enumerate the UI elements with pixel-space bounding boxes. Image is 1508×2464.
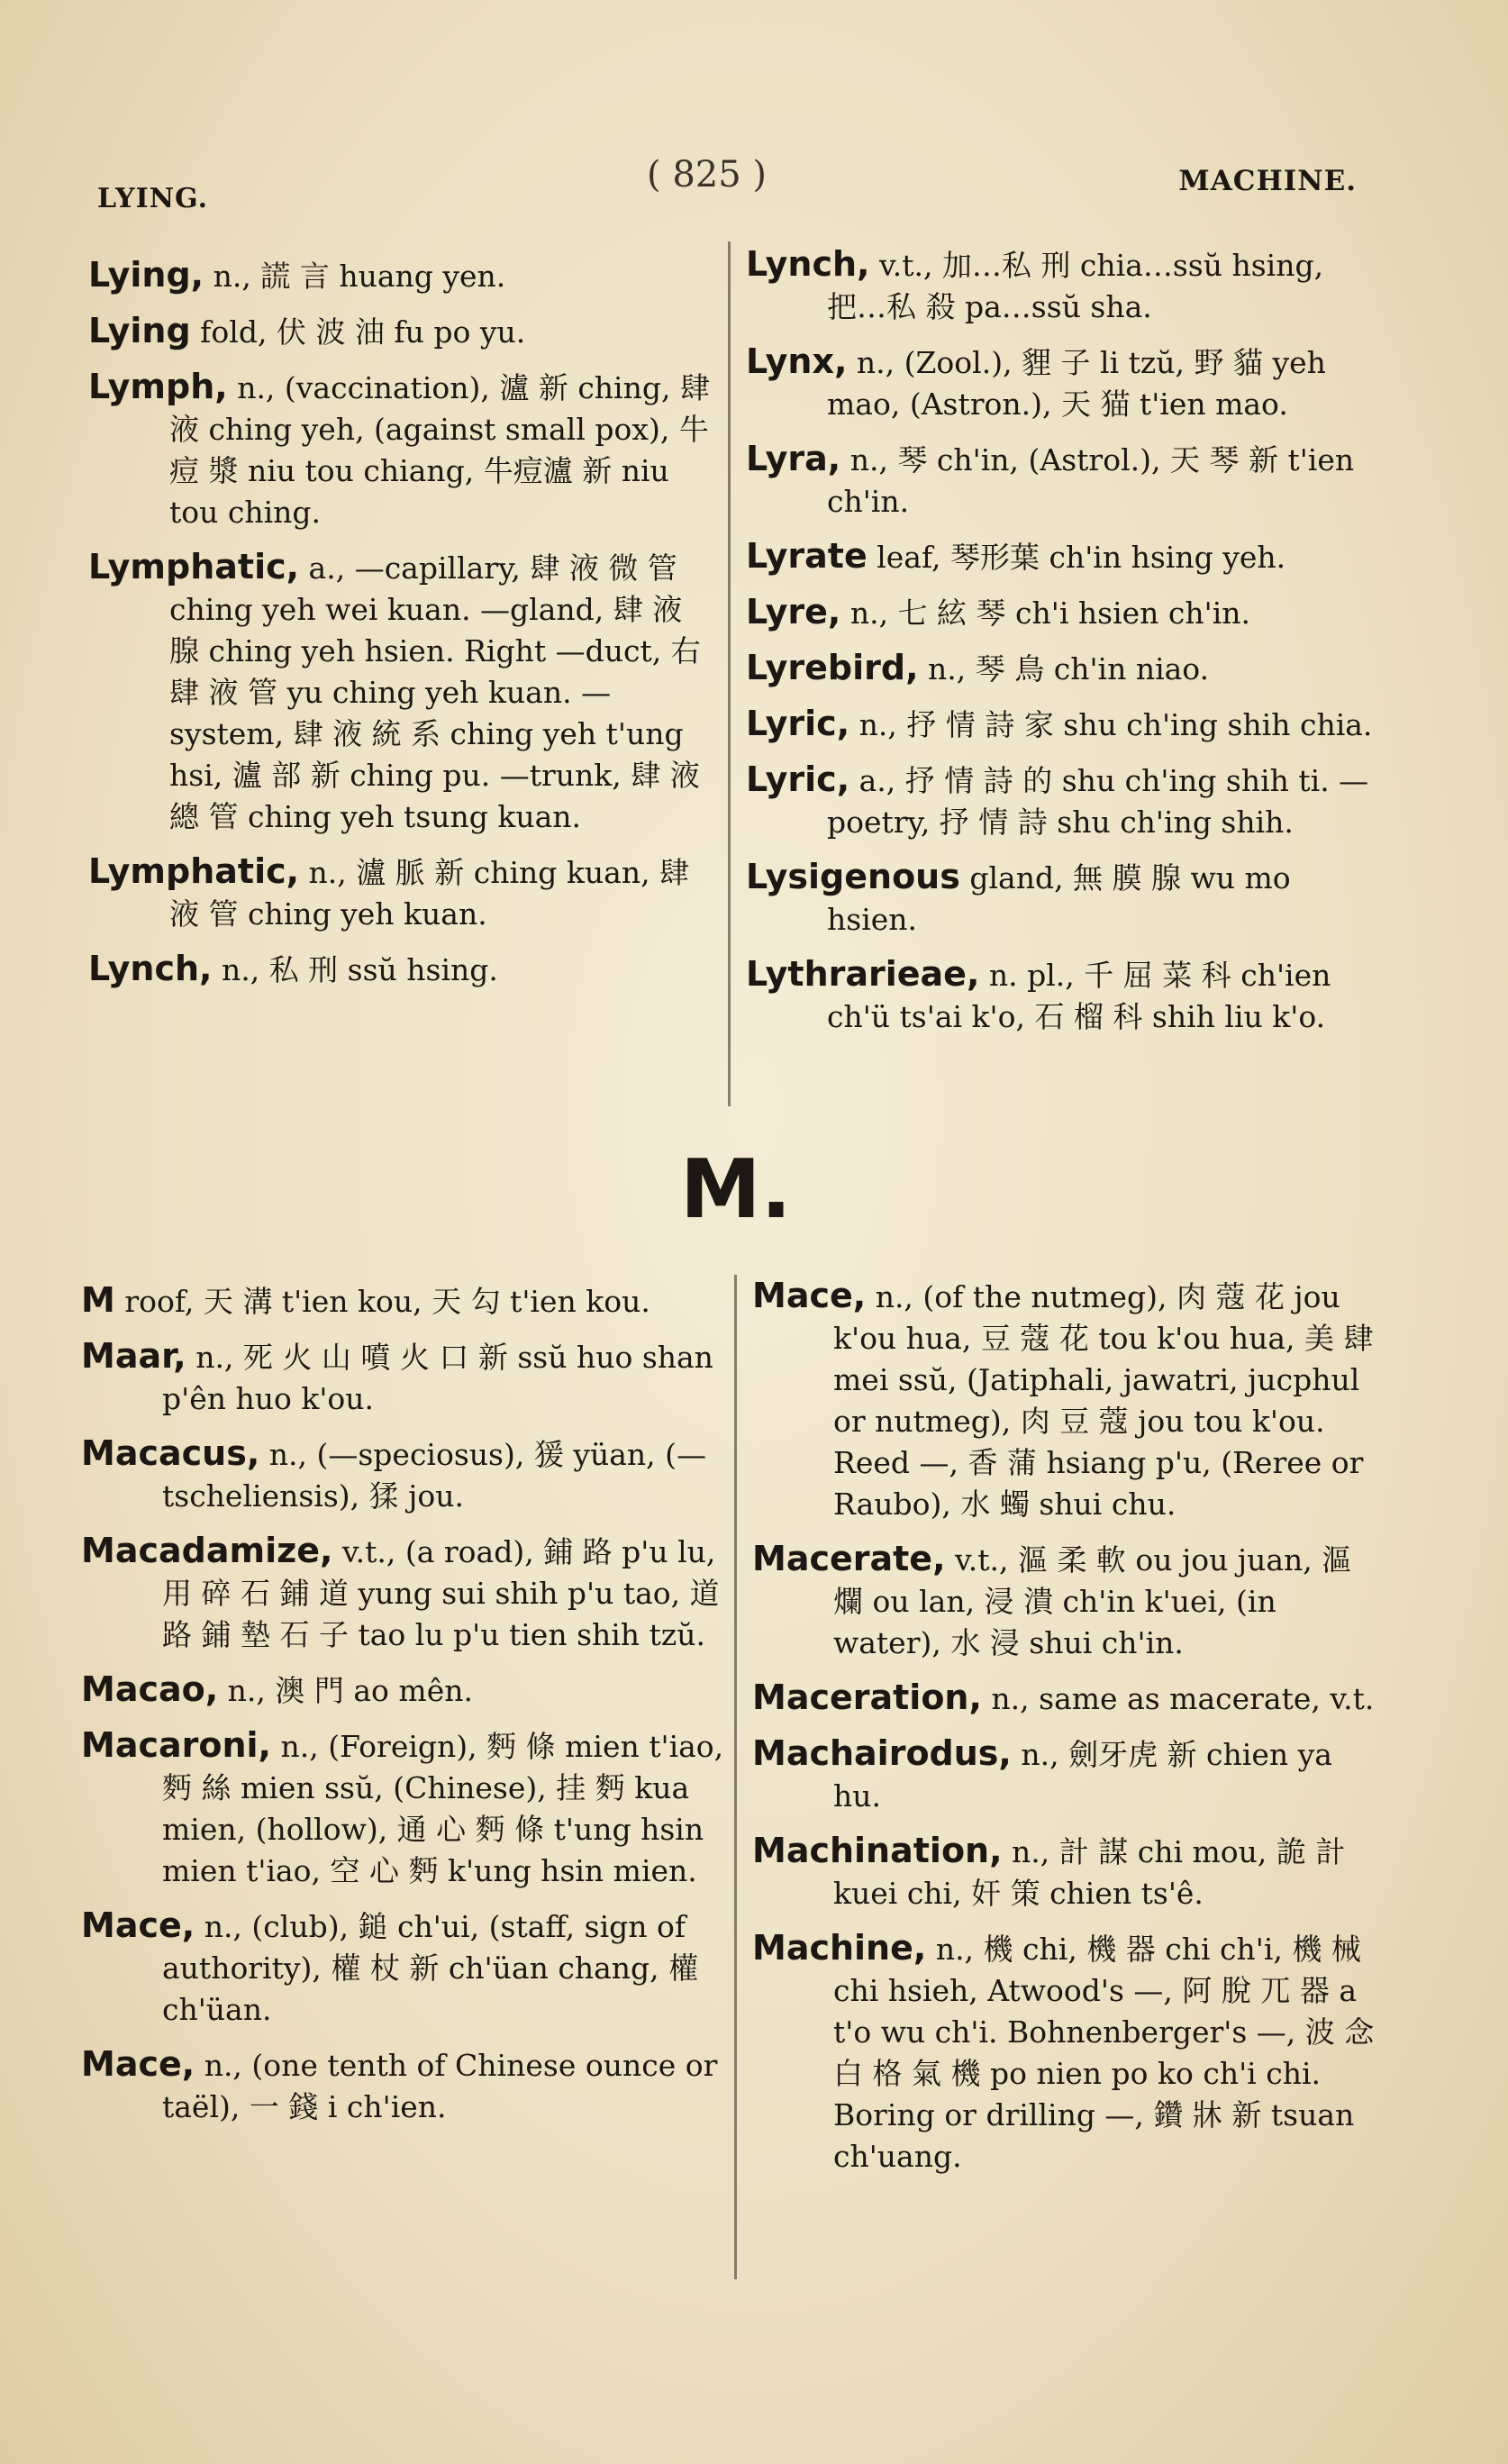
entry-headword: Lyrate [746,536,868,576]
dictionary-entry [752,1275,1383,1525]
running-head-right: MACHINE. [1178,165,1357,197]
dictionary-entry [746,341,1376,425]
dictionary-entry [88,948,719,991]
dictionary-entry [81,1335,725,1420]
dictionary-entry [88,254,719,297]
entry-headword: Lythrarieae, [746,954,980,994]
dictionary-entry [746,856,1376,941]
entry-definition: n., 私 刑 ssŭ hsing. [212,952,498,987]
entry-headword: Mace, [752,1276,867,1315]
entry-headword: Machine, [752,1928,927,1968]
entry-headword: Lying, [88,255,204,295]
entry-headword: Lyric, [746,704,850,743]
entry-headword: Lyra, [746,439,841,478]
dictionary-entry [88,850,719,935]
entry-headword: Machairodus, [752,1733,1012,1773]
dictionary-entry [752,1830,1383,1914]
entry-definition: n., 七 絃 琴 ch'i hsien ch'in. [840,596,1251,631]
dictionary-entry [81,1279,725,1323]
entry-headword: Mace, [81,1905,195,1945]
entry-definition: gland, 無 膜 腺 wu mo hsien. [827,860,1291,937]
dictionary-entry [88,546,719,838]
entry-headword: Maceration, [752,1678,982,1717]
dictionary-entry [746,591,1376,634]
column-bottom-right [752,1275,1383,2190]
dictionary-entry [88,310,719,353]
entry-headword: Lynx, [746,341,848,381]
entry-definition: n., 計 謀 chi mou, 詭 計 kuei chi, 奸 策 chien ts'ê. [833,1834,1346,1911]
entry-headword: Maar, [81,1336,186,1376]
entry-definition: n., same as macerate, v.t. [981,1681,1375,1716]
entry-headword: Machination, [752,1831,1003,1870]
entry-definition: n., 謊 言 huang yen. [204,259,506,294]
entry-definition: n., (vaccination), 瀘 新 ching, 肆 液 ching yeh, (against small pox), 牛 痘 漿 niu tou chiang, 牛痘瀘 新 niu tou ching. [169,370,710,530]
dictionary-entry [752,1538,1383,1664]
entry-definition: a., —capillary, 肆 液 微 管 ching yeh wei kuan. —gland, 肆 液 腺 ching yeh hsien. Right —duct, 右 肆 液 管 yu ching yeh kuan. —system, 肆 液 統 系 ching yeh t'ung hsi, 瀘 部 新 ching pu. —trunk, 肆 液 總 管 ching yeh tsung kuan. [169,550,701,834]
entry-definition: n., (—speciosus), 猨 yüan, (—tscheliensis), 猱 jou. [162,1437,706,1514]
running-head-left: LYING. [97,183,209,214]
entry-headword: Macacus, [81,1433,260,1473]
entry-headword: Lyre, [746,592,841,632]
entry-definition: v.t., (a road), 鋪 路 p'u lu, 用 碎 石 鋪 道 yung sui shih p'u tao, 道 路 鋪 墊 石 子 tao lu p'u tien shih tzŭ. [162,1534,720,1652]
entry-headword: M [81,1280,115,1320]
entry-headword: Lynch, [746,244,870,284]
dictionary-entry [88,366,719,533]
entry-definition: leaf, 琴形葉 ch'in hsing yeh. [867,540,1286,575]
entry-definition: n. pl., 千 屈 菜 科 ch'ien ch'ü ts'ai k'o, 石 榴 科 shih liu k'o. [827,958,1331,1034]
entry-definition: n., 死 火 山 噴 火 口 新 ssŭ huo shan p'ên huo k'ou. [162,1340,713,1416]
dictionary-entry [746,243,1376,328]
entry-definition: n., 劍牙虎 新 chien ya hu. [833,1737,1332,1814]
entry-headword: Macadamize, [81,1531,333,1570]
entry-definition: n., 澳 門 ao mên. [218,1673,473,1708]
entry-definition: v.t., 漚 柔 軟 ou jou juan, 漚 爛 ou lan, 浸 潰 ch'in k'uei, (in water), 水 浸 shui ch'in. [833,1542,1352,1660]
dictionary-entry [81,1905,725,2031]
entry-definition: fold, 伏 波 油 fu po yu. [190,314,526,350]
dictionary-entry [81,1668,725,1712]
entry-definition: n., (club), 鎚 ch'ui, (staff, sign of authority), 權 杖 新 ch'üan chang, 權 ch'üan. [162,1909,699,2027]
entry-definition: roof, 天 溝 t'ien kou, 天 勾 t'ien kou. [114,1284,650,1319]
entry-headword: Lynch, [88,949,213,988]
dictionary-entry [752,1732,1383,1817]
entry-definition: n., 機 chi, 機 器 chi ch'i, 機 械 chi hsieh, Atwood's —, 阿 脫 兀 器 a t'o wu ch'i. Bohnenberger's —, 波 念 白 格 氣 機 po nien po ko ch'i chi. Boring or drilling —, 鑽 牀 新 tsuan ch'uang. [833,1932,1375,2174]
dictionary-entry [752,1927,1383,2178]
dictionary-entry [81,2043,725,2128]
column-divider-top [728,241,731,1106]
dictionary-entry [746,953,1376,1038]
column-bottom-left [81,1279,725,2141]
entry-headword: Macao, [81,1669,219,1709]
entry-headword: Lymph, [88,367,228,406]
dictionary-entry [746,703,1376,746]
entry-definition: n., (Zool.), 貍 子 li tzŭ, 野 貓 yeh mao, (Astron.), 天 猫 t'ien mao. [827,345,1326,422]
dictionary-entry [746,438,1376,523]
entry-headword: Mace, [81,2044,195,2084]
entry-headword: Lysigenous [746,857,960,896]
dictionary-entry [81,1724,725,1892]
column-top-right [746,243,1376,1050]
entry-definition: a., 抒 情 詩 的 shu ch'ing shih ti. —poetry, 抒 情 詩 shu ch'ing shih. [827,763,1369,840]
entry-definition: n., (Foreign), 麪 條 mien t'iao, 麪 絲 mien ssŭ, (Chinese), 挂 麪 kua mien, (hollow), 通 心 麪 條 t'ung hsin mien t'iao, 空 心 麪 k'ung hsin mien. [162,1729,724,1888]
entry-definition: n., (of the nutmeg), 肉 蔻 花 jou k'ou hua, 豆 蔻 花 tou k'ou hua, 美 肆 mei ssŭ, (Jatiphali, jawatri, jucphul or nutmeg), 肉 豆 蔻 jou tou k'ou. Reed —, 香 蒲 hsiang p'u, (Reree or Raubo), 水 蠋 shui chu. [833,1279,1374,1522]
entry-definition: n., 抒 情 詩 家 shu ch'ing shih chia. [849,707,1373,742]
entry-headword: Macerate, [752,1539,946,1578]
dictionary-entry [746,759,1376,843]
page-number: ( 825 ) [647,154,767,195]
dictionary-entry [81,1530,725,1656]
entry-headword: Lyrebird, [746,648,919,687]
dictionary-entry [81,1432,725,1517]
dictionary-entry [752,1677,1383,1720]
column-divider-bottom [734,1275,737,2279]
entry-headword: Lymphatic, [88,851,300,891]
entry-definition: n., 瀘 脈 新 ching kuan, 肆 液 管 ching yeh kuan. [169,855,690,932]
entry-headword: Macaroni, [81,1725,271,1765]
entry-headword: Lyric, [746,759,850,799]
dictionary-entry [746,647,1376,690]
entry-definition: v.t., 加…私 刑 chia…ssŭ hsing, 把…私 殺 pa…ssŭ sha. [827,248,1324,324]
entry-headword: Lying [88,311,191,350]
entry-definition: n., 琴 ch'in, (Astrol.), 天 琴 新 t'ien ch'in. [827,442,1355,519]
section-letter: M. [680,1142,792,1237]
entry-definition: n., 琴 鳥 ch'in niao. [918,651,1210,686]
column-top-left [88,254,719,1004]
entry-definition: n., (one tenth of Chinese ounce or taël), 一 錢 i ch'ien. [162,2048,718,2124]
page-header [0,149,1508,214]
entry-headword: Lymphatic, [88,547,300,586]
dictionary-entry [746,535,1376,578]
